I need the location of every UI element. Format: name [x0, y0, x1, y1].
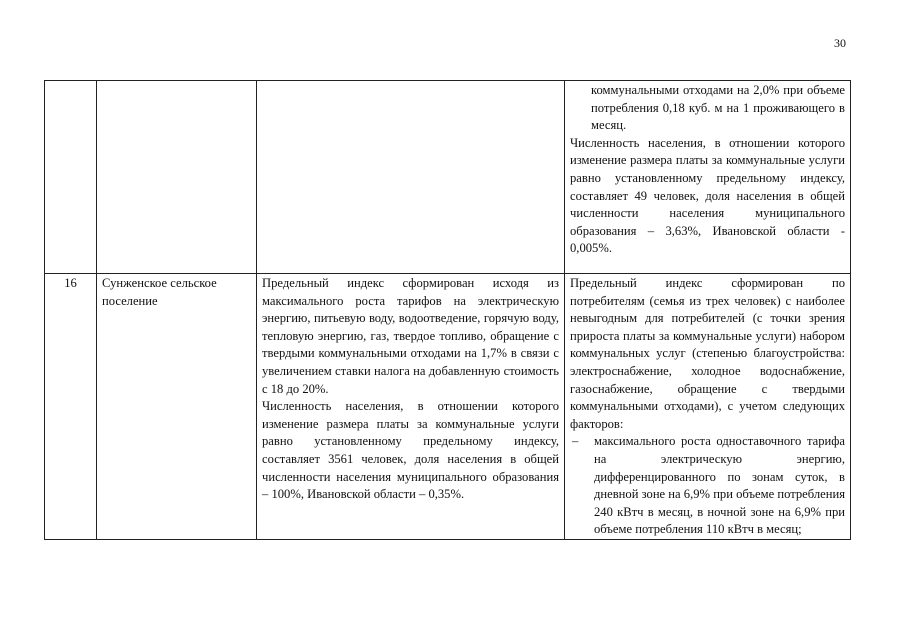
row-number-cell [45, 81, 97, 274]
population-paragraph: Численность населения, в отношении которого изменение размера платы за коммунальные услуги равно установленному предельному индексу, составляет 3561 человек, доля населения в общей численности населения муниципального образования – 100%, Ивановской области – 0,35%. [262, 399, 559, 502]
row-number-cell: 16 [45, 274, 97, 540]
dash-marker: – [572, 434, 579, 449]
list-item [570, 433, 845, 539]
factors-intro: Предельный индекс сформирован по потребителям (семья из трех человек) с наиболее невыгодным для потребителей (с точки зрения прироста платы за коммунальные услуги) набором коммунальных услуг (степенью благоустройства: электроснабжение, холодное водоснабжение, газоснабжение, обращение с твердыми коммунальными отходами), с учетом следующих факторов: [570, 276, 845, 431]
description-cell [257, 81, 565, 274]
factors-cell [565, 81, 851, 274]
table-row [45, 81, 851, 274]
tariff-table [44, 80, 851, 540]
factors-continuation: коммунальными отходами на 2,0% при объеме потребления 0,18 куб. м на 1 проживающего в месяц. [591, 83, 845, 133]
factors-cell [565, 274, 851, 540]
settlement-cell: Сунженское сельское поселение [97, 274, 257, 540]
list-item-text: максимального роста одноставочного тарифа на электрическую энергию, дифференцированного по зонам суток, в дневной зоне на 6,9% при объеме потребления 240 кВтч в месяц, в ночной зоне на 6,9% при объеме потребления 110 кВтч в месяц; [594, 434, 845, 537]
page-number: 30 [834, 36, 846, 50]
settlement-cell [97, 81, 257, 274]
factors-list [570, 433, 845, 539]
description-cell [257, 274, 565, 540]
index-paragraph: Предельный индекс сформирован исходя из максимального роста тарифов на электрическую энергию, питьевую воду, водоотведение, горячую воду, тепловую энергию, газ, твердое топливо, обращение с твердыми коммунальными отходами на 1,7% в связи с увеличением ставки налога на добавленную стоимость с 18 до 20%. [262, 276, 559, 396]
table-row [45, 274, 851, 540]
population-paragraph: Численность населения, в отношении которого изменение размера платы за коммунальные услуги равно установленному предельному индексу, составляет 49 человек, доля населения в общей численности населения муниципального образования – 3,63%, Ивановской области - 0,005%. [570, 135, 845, 256]
